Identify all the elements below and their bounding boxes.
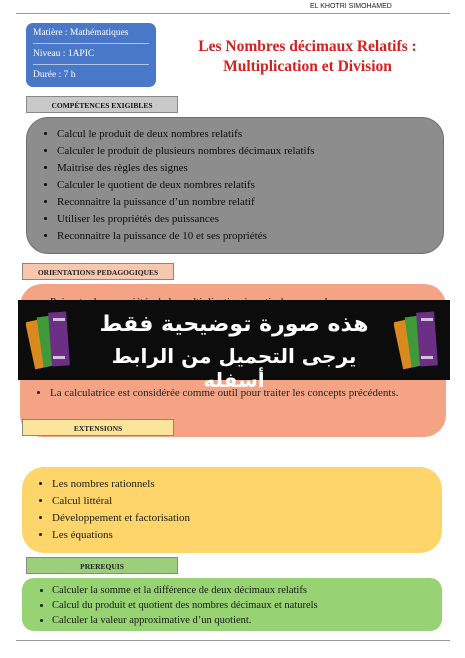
watermark-line-2: يرجى التحميل من الرابط أسفله <box>111 344 357 392</box>
extensions-list <box>22 476 432 544</box>
list-item: • La calculatrice est considérée comme outil pour traiter les concepts précédents. <box>50 385 430 402</box>
prerequis-list <box>22 583 432 628</box>
list-item: • Calculer la somme et la différence de deux décimaux relatifs <box>52 583 432 598</box>
books-icon <box>26 308 74 372</box>
page-title <box>165 37 450 77</box>
prerequis-panel <box>22 578 442 631</box>
list-item: • Calcul littéral <box>52 493 432 510</box>
list-item: • Les équations <box>52 527 432 544</box>
competences-list <box>27 126 433 245</box>
list-item: • Calculer le produit de plusieurs nombres décimaux relatifs <box>57 143 433 160</box>
header-rule <box>16 13 450 14</box>
subject-line: Matière : Mathématiques <box>33 28 129 38</box>
books-icon <box>394 308 442 372</box>
title-line-2: Multiplication et Division <box>223 58 392 75</box>
extensions-panel <box>22 467 442 553</box>
list-item: • Développement et factorisation <box>52 510 432 527</box>
info-box <box>26 23 156 87</box>
orientations-label: ORIENTATIONS PEDAGOGIQUES <box>22 263 174 280</box>
duration-line: Durée : 7 h <box>33 70 76 80</box>
list-item: • Reconnaitre la puissance d’un nombre relatif <box>57 194 433 211</box>
list-item: • Calculer le quotient de deux nombres relatifs <box>57 177 433 194</box>
extensions-label: EXTENSIONS <box>22 419 174 436</box>
prerequis-label: PREREQUIS <box>26 557 178 574</box>
competences-panel <box>26 117 444 254</box>
author-name: EL KHOTRI SIMOHAMED <box>310 3 392 10</box>
list-item: • Utiliser les propriétés des puissances <box>57 211 433 228</box>
watermark-banner <box>18 300 450 392</box>
info-separator <box>33 64 149 65</box>
list-item: • Maitrise des règles des signes <box>57 160 433 177</box>
list-item: • Reconnaitre la puissance de 10 et ses propriétés <box>57 228 433 245</box>
list-item: • Calcul le produit de deux nombres relatifs <box>57 126 433 143</box>
list-item: • Calcul du produit et quotient des nombres décimaux et naturels <box>52 598 432 613</box>
list-item: • Calculer la valeur approximative d’un quotient. <box>52 613 432 628</box>
competences-label: COMPÉTENCES EXIGIBLES <box>26 96 178 113</box>
info-separator <box>33 43 149 44</box>
watermark-line-1: هذه صورة توضيحية فقط <box>99 312 369 337</box>
level-line: Niveau : 1APIC <box>33 49 95 59</box>
title-line-1: Les Nombres décimaux Relatifs : <box>198 38 417 55</box>
footer-rule <box>16 640 450 641</box>
list-item: • Les nombres rationnels <box>52 476 432 493</box>
